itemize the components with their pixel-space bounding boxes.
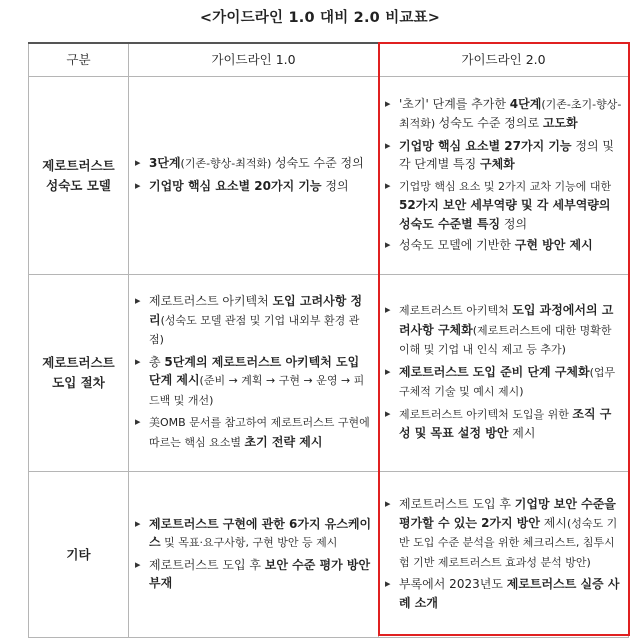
list-item	[135, 515, 372, 553]
list-item	[135, 154, 372, 174]
header-guideline-1-0: 가이드라인 1.0	[129, 43, 379, 77]
body-text: 정의	[321, 178, 349, 193]
body-text: 성숙도 모델에 기반한	[399, 238, 515, 252]
bold-text: 보안 수준 평가 방안 부재	[149, 557, 371, 590]
guideline-1-0-cell	[129, 275, 379, 472]
guideline-1-0-cell	[129, 472, 379, 638]
row-category	[29, 275, 129, 472]
bold-text: 52가지 보안 세부역량 및 각 세부역량의 성숙도 수준별 특징	[399, 198, 611, 231]
category-label: 도입 절차	[52, 375, 105, 390]
guideline-2-0-cell	[379, 275, 629, 472]
bold-text: 5단계의 제로트러스트 아키텍처 도입 단계 제시	[149, 354, 360, 387]
category-label: 성숙도 모델	[46, 177, 111, 193]
body-text: '초기' 단계를 추가한	[399, 96, 510, 111]
list-item	[385, 177, 622, 234]
bold-text: 제로트러스트 도입 준비 단계 구체화	[399, 364, 590, 379]
body-text: 제시	[539, 515, 567, 530]
bold-text: 초기 전략 제시	[244, 434, 323, 449]
comparison-table	[28, 42, 629, 638]
body-text: 정의 및 각 단계별 특징	[399, 138, 614, 171]
guideline-1-0-cell	[129, 77, 379, 275]
list-item	[385, 301, 622, 360]
guideline-2-0-cell	[379, 77, 629, 275]
table-header-row	[29, 43, 629, 77]
category-label: 기타	[66, 546, 91, 562]
list-item	[385, 363, 622, 402]
list-item	[385, 137, 622, 174]
list-item	[135, 177, 372, 196]
table-row	[29, 472, 629, 638]
bold-text: 3단계	[149, 156, 181, 170]
body-text: (제로트러스트에 대한 명확한 이해 및 기업 내 인식 제고 등 추가)	[399, 323, 612, 357]
bold-text: 기업망 핵심 요소별	[399, 138, 505, 153]
page-title: <가이드라인 1.0 대비 2.0 비교표>	[199, 10, 441, 26]
body-text: 제로트러스트 아키텍처	[149, 294, 273, 308]
body-text: 정의	[500, 216, 528, 231]
body-text: (준비 → 계획 → 구현 → 운영 → 피드백 및 개선)	[149, 374, 365, 407]
list-item	[385, 95, 622, 134]
list-item	[135, 556, 372, 593]
body-text: 성숙도 수준 정의로	[438, 116, 543, 130]
body-text: 제로트러스트 도입 후	[399, 497, 515, 511]
row-category	[29, 472, 129, 638]
bold-text: 도입 고려사항 정리	[149, 294, 363, 327]
bold-text: 고도화	[542, 116, 578, 130]
body-text: (성숙도 기반 도입 수준 분석을 위한 체크리스트, 침투시험 기반 제로트러스트 효과성 분석 방안)	[399, 516, 618, 569]
body-text: (기존-초기-향상-최적화)	[399, 97, 622, 130]
bold-text: 제로트러스트 구현에 관한 6가지 유스케이스	[149, 516, 372, 549]
header-guideline-2-0: 가이드라인 2.0	[379, 43, 629, 77]
list-item	[385, 575, 622, 612]
list-item	[135, 353, 372, 411]
body-text: 및 목표·요구사항, 구현 방안 등 제시	[160, 536, 338, 549]
body-text: 美OMB 문서를 참고하여 제로트러스트 구현에 따르는 핵심 요소별	[149, 416, 370, 449]
body-text: (기존-향상-최적화)	[180, 157, 275, 170]
body-text: 총	[149, 354, 165, 369]
list-item	[135, 292, 372, 350]
body-text: 제로트러스트 아키텍처 도입을 위한	[399, 407, 573, 421]
body-text: 성숙도 수준 정의	[274, 156, 364, 170]
bold-text: 27가지 기능	[504, 138, 572, 153]
body-text: 부록에서 2023년도	[399, 577, 507, 591]
body-text: (성숙도 모델 관점 및 기업 내외부 환경 관점)	[149, 313, 360, 346]
bold-text: 구현 방안 제시	[514, 238, 593, 252]
bold-text: 4단계	[509, 96, 542, 111]
body-text: 제시	[508, 426, 536, 441]
bold-text: 기업망 핵심 요소별	[149, 178, 255, 193]
list-item	[135, 413, 372, 452]
list-item	[385, 495, 622, 572]
table-row	[29, 77, 629, 275]
table-row	[29, 275, 629, 472]
bold-text: 20가지 기능	[254, 178, 322, 193]
bold-text: 조직 구성 및 목표 설정 방안	[399, 406, 612, 441]
row-category	[29, 77, 129, 275]
body-text: 제로트러스트 도입 후	[149, 557, 265, 572]
bold-text: 제로트러스트 실증 사례 소개	[399, 577, 620, 610]
bold-text: 기업망 보안 수준을 평가할 수 있는 2가지 방안	[399, 497, 616, 530]
category-label: 제로트러스트	[42, 157, 115, 173]
body-text: 제로트러스트 아키텍처	[399, 304, 513, 318]
bold-text: 구체화	[480, 157, 515, 171]
body-text: 기업망 핵심 요소 및 2가지 교차 기능에 대한	[399, 179, 612, 193]
list-item	[385, 405, 622, 443]
bold-text: 도입 과정에서의 고려사항 구체화	[399, 303, 614, 337]
body-text: (업무 구체적 기술 및 예시 제시)	[399, 365, 616, 399]
list-item	[385, 236, 622, 255]
guideline-2-0-cell	[379, 472, 629, 638]
header-category: 구분	[29, 43, 129, 77]
category-label: 제로트러스트	[42, 355, 115, 370]
